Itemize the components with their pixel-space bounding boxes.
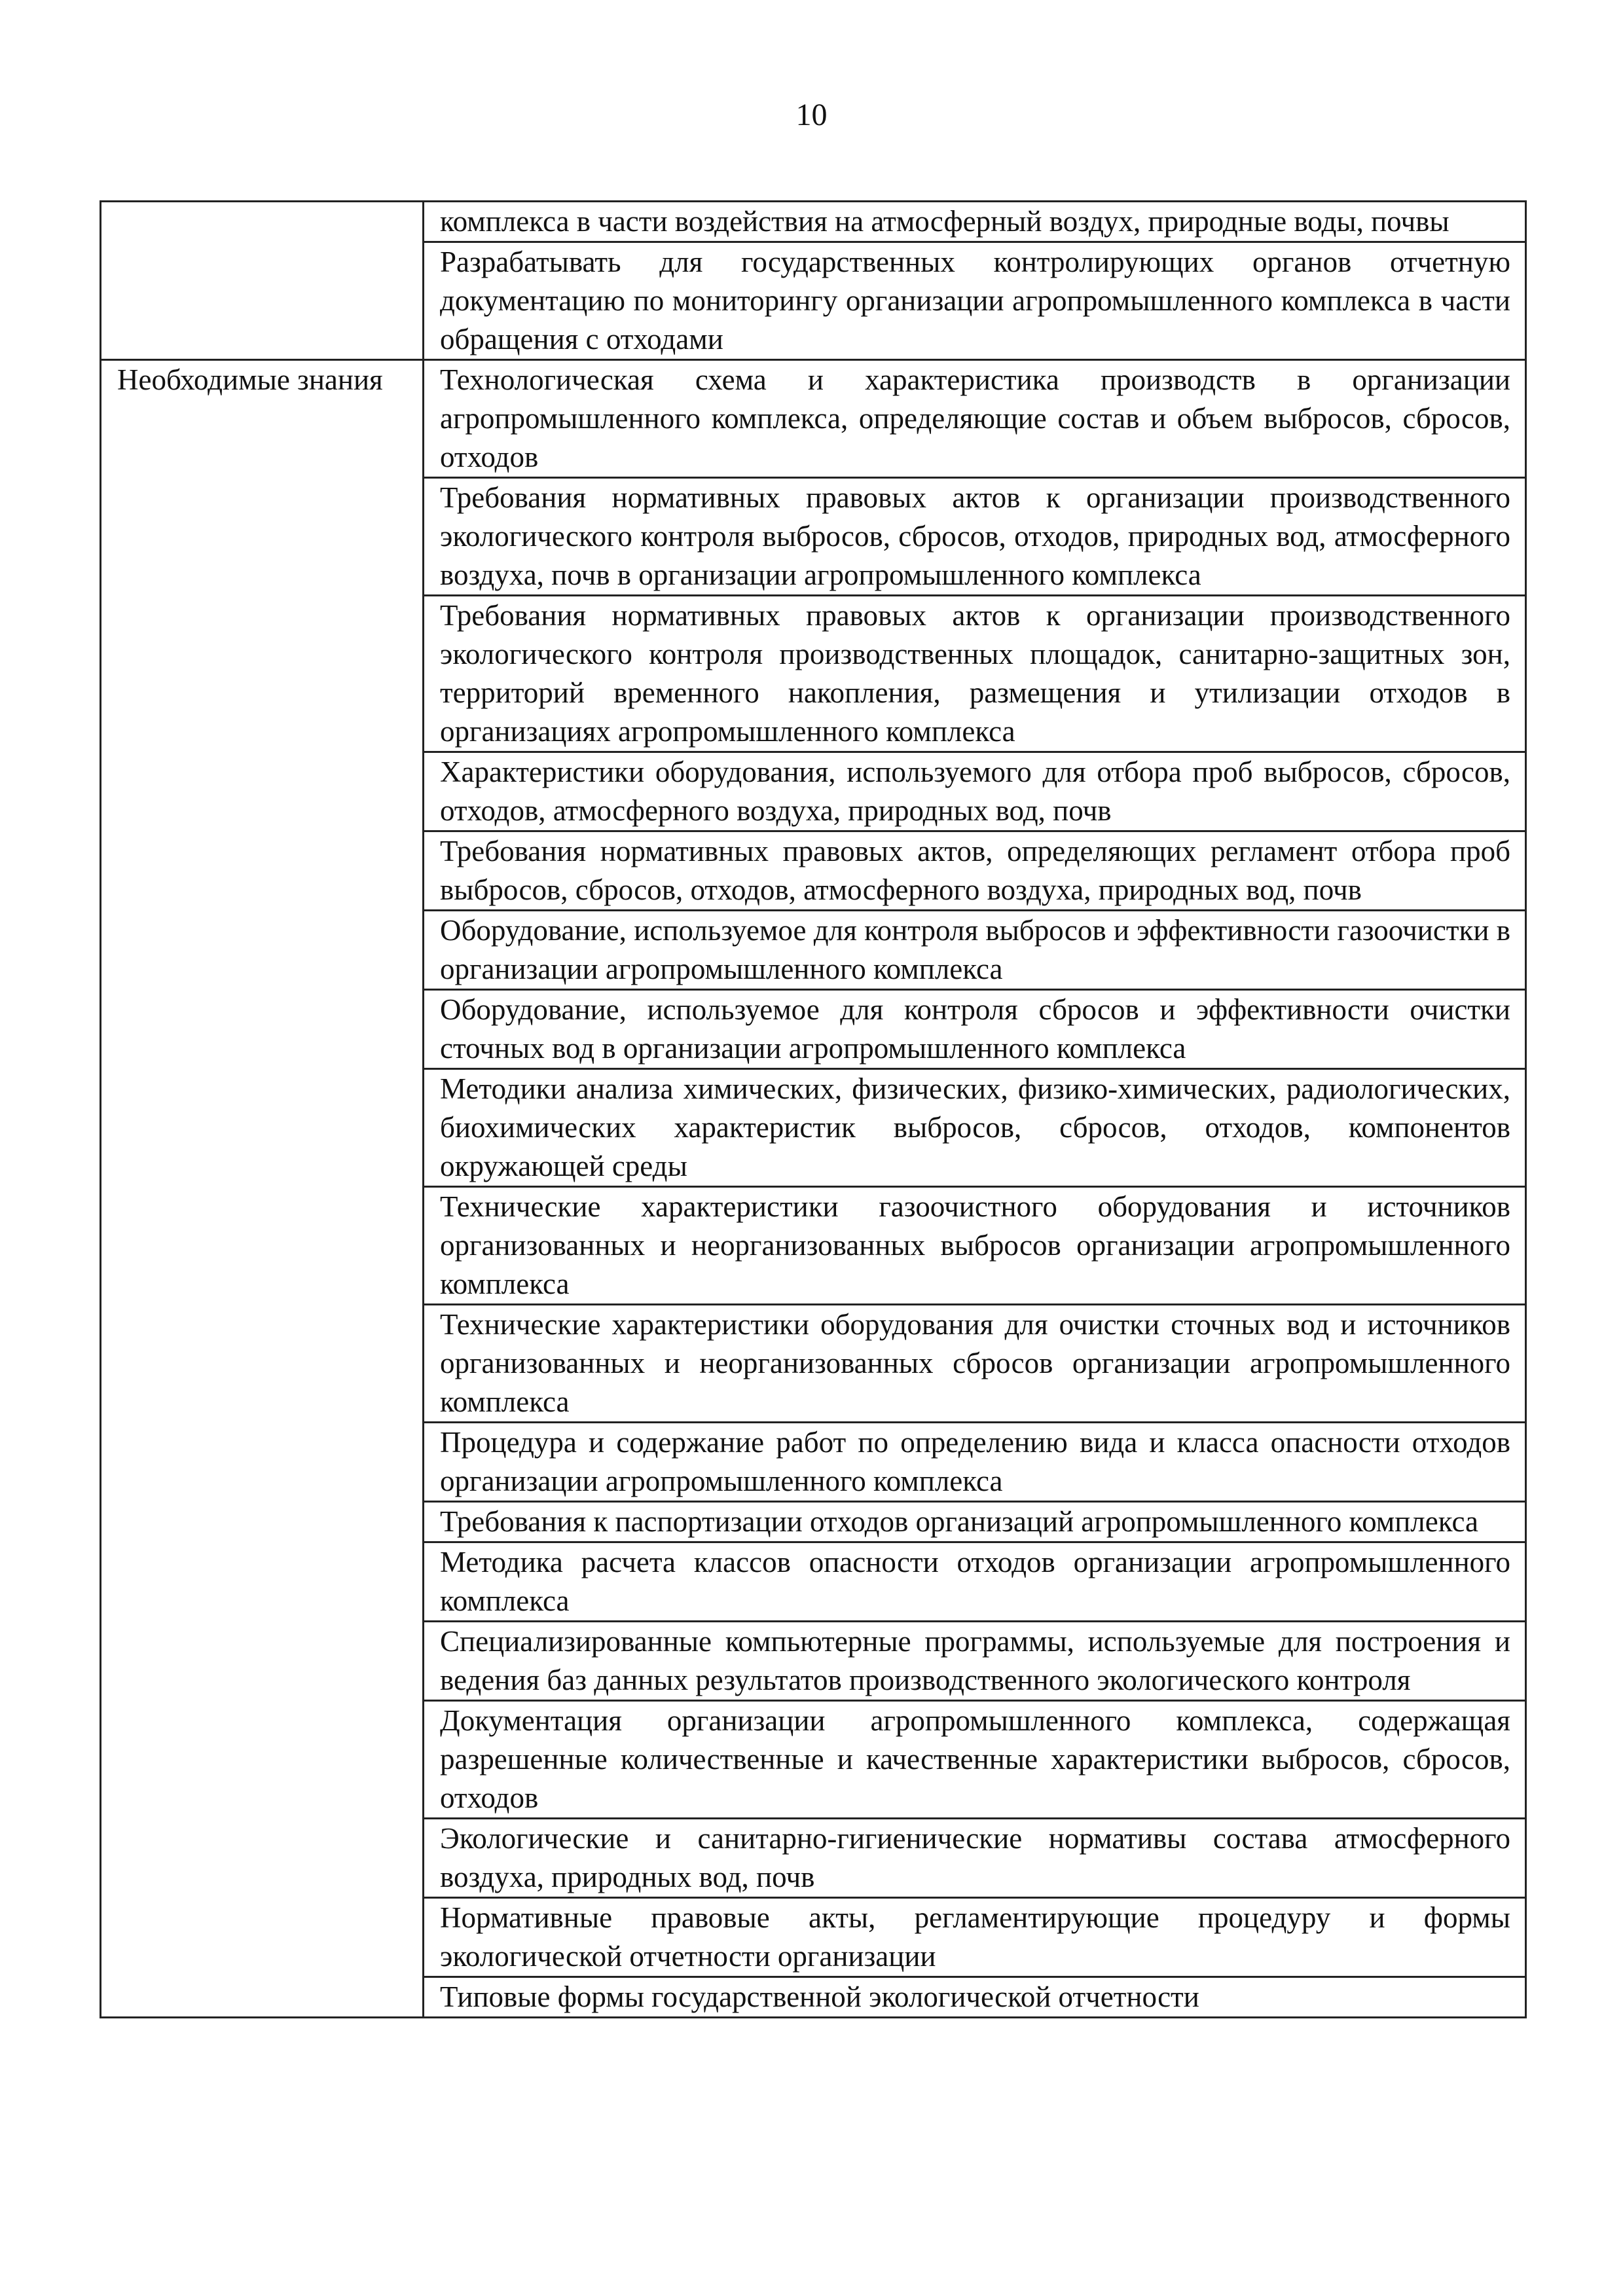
description-cell: Процедура и содержание работ по определению вида и класса опасности отходов организации агропромышленного комплекса: [424, 1423, 1526, 1502]
description-cell: Требования нормативных правовых актов к организации производственного экологического контроля производственных площадок, санитарно-защитных зон, территорий временного накопления, размещения и утилизации отходов в организациях агропромышленного комплекса: [424, 596, 1526, 752]
description-cell: Специализированные компьютерные программы, используемые для построения и ведения баз данных результатов производственного экологического контроля: [424, 1622, 1526, 1701]
description-cell: Оборудование, используемое для контроля выбросов и эффективности газоочистки в организации агропромышленного комплекса: [424, 911, 1526, 990]
description-cell: Разрабатывать для государственных контролирующих органов отчетную документацию по мониторингу организации агропромышленного комплекса в части обращения с отходами: [424, 242, 1526, 360]
description-cell: Требования нормативных правовых актов, определяющих регламент отбора проб выбросов, сбросов, отходов, атмосферного воздуха, природных вод, почв: [424, 831, 1526, 911]
description-cell: комплекса в части воздействия на атмосферный воздух, природные воды, почвы: [424, 202, 1526, 242]
description-cell: Типовые формы государственной экологической отчетности: [424, 1977, 1526, 2018]
table-row: [101, 202, 1526, 242]
description-cell: Технические характеристики оборудования для очистки сточных вод и источников организованных и неорганизованных сбросов организации агропромышленного комплекса: [424, 1305, 1526, 1423]
description-cell: Требования к паспортизации отходов организаций агропромышленного комплекса: [424, 1502, 1526, 1542]
page-number: 10: [795, 98, 828, 132]
description-cell: Технологическая схема и характеристика производств в организации агропромышленного комплекса, определяющие состав и объем выбросов, сбросов, отходов: [424, 360, 1526, 478]
description-cell: Документация организации агропромышленного комплекса, содержащая разрешенные количественные и качественные характеристики выбросов, сбросов, отходов: [424, 1701, 1526, 1819]
description-cell: Методика расчета классов опасности отходов организации агропромышленного комплекса: [424, 1542, 1526, 1622]
table-row: [101, 360, 1526, 478]
description-cell: Экологические и санитарно-гигиенические нормативы состава атмосферного воздуха, природных вод, почв: [424, 1819, 1526, 1898]
description-cell: Нормативные правовые акты, регламентирующие процедуру и формы экологической отчетности организации: [424, 1898, 1526, 1977]
empty-label-cell: [101, 202, 424, 360]
description-cell: Характеристики оборудования, используемого для отбора проб выбросов, сбросов, отходов, атмосферного воздуха, природных вод, почв: [424, 752, 1526, 831]
description-cell: Технические характеристики газоочистного оборудования и источников организованных и неорганизованных выбросов организации агропромышленного комплекса: [424, 1187, 1526, 1305]
description-cell: Методики анализа химических, физических, физико-химических, радиологических, биохимических характеристик выбросов, сбросов, отходов, компонентов окружающей среды: [424, 1069, 1526, 1187]
section-label: Необходимые знания: [101, 360, 424, 2018]
requirements-table: [100, 200, 1527, 2018]
description-cell: Требования нормативных правовых актов к организации производственного экологического контроля выбросов, сбросов, отходов, природных вод, атмосферного воздуха, почв в организации агропромышленного комплекса: [424, 478, 1526, 596]
description-cell: Оборудование, используемое для контроля сбросов и эффективности очистки сточных вод в организации агропромышленного комплекса: [424, 990, 1526, 1069]
